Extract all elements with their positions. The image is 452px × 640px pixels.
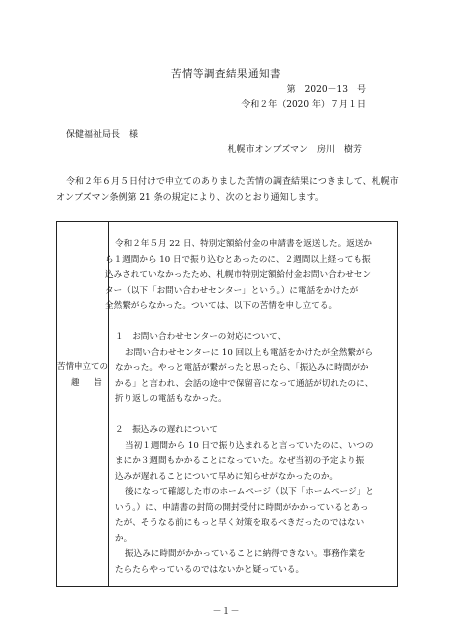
document-title: 苦情等調査結果通知書 xyxy=(171,68,281,80)
body-line: ら１週間から 10 日で振り込むとあったのに、２週間以上経っても振 xyxy=(105,254,371,265)
document-date: 令和２年（2020 年）７月１日 xyxy=(241,100,366,110)
document-number: 第 2020－13 号 xyxy=(286,85,366,95)
body-line: たらたらやっているのではないかと疑っている。 xyxy=(115,564,305,575)
page-number: －１－ xyxy=(212,607,240,617)
body-line: ２ 振込みの遅れについて xyxy=(115,425,218,435)
body-line: 振込みに時間がかかっていることに納得できない。事務作業を xyxy=(125,549,366,559)
body-line: 込みされていなかったため、札幌市特別定額給付金お問い合わせセン xyxy=(105,270,372,280)
row-header-line: 趣旨 xyxy=(71,378,117,388)
body-line: まにか３週間もかかることになっていた。なぜ当初の予定より振 xyxy=(115,456,365,466)
recipient: 保健福祉局長 様 xyxy=(66,130,139,140)
body-line: 込みが遅れることについて早めに知らせがなかったのか。 xyxy=(115,471,339,482)
intro-line: 令和２年６月５日付けで申立てのありました苦情の調査結果につきまして、札幌市 xyxy=(66,177,399,187)
intro-line: オンブズマン条例第 21 条の規定により、次のとおり通知します。 xyxy=(56,193,324,203)
body-line: 折り返しの電話もなかった。 xyxy=(115,394,227,404)
body-line: なかった。やっと電話が繋がったと思ったら、「振込みに時間がか xyxy=(115,363,369,373)
body-line: 令和２年５月 22 日、特別定額給付金の申請書を返送した。返送か xyxy=(115,239,373,249)
body-line: １ お問い合わせセンターの対応について、 xyxy=(115,332,287,342)
body-line: か。 xyxy=(115,533,133,544)
body-line: かる」と言われ、会話の途中で保留音になって通話が切れたのに、 xyxy=(115,378,374,389)
body-line: お問い合わせセンターに 10 回以上も電話をかけたが全然繋がら xyxy=(125,347,374,358)
body-line: ター（以下「お問い合わせセンター」という。）に電話をかけたが xyxy=(105,285,359,296)
body-line: 後になって確認した市のホームページ（以下「ホームページ」と xyxy=(125,487,374,497)
body-line: たが、そうなる前にもっと早く対策を取るべきだったのではない xyxy=(115,518,365,528)
row-header-line: 苦情申立ての xyxy=(57,362,109,372)
body-line: いう。）に、申請書の封筒の開封受付に時間がかかっているとあっ xyxy=(115,502,369,513)
complaint-table xyxy=(56,221,398,587)
body-line: 全然繋がらなかった。ついては、以下の苦情を申し立てる。 xyxy=(105,301,338,311)
sender: 札幌市オンブズマン 房川 樹芳 xyxy=(227,145,362,155)
body-line: 当初１週間から 10 日で振り込まれると言っていたのに、いつの xyxy=(125,440,374,451)
